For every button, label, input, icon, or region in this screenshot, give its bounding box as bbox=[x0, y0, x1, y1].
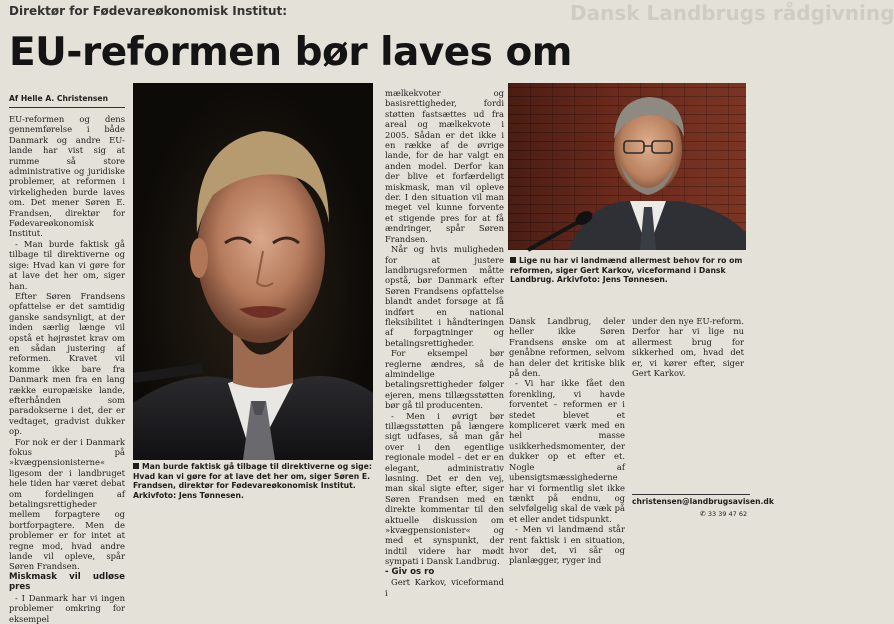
caption-text: Man burde faktisk gå tilbage til direktiverne og sige: Hvad kan vi gøre for at lave det her om, siger Søren E. Frandsen, direktør for Fødevareøkonomisk Institut. Arkivfoto: Jens Tønnesen. bbox=[133, 462, 372, 500]
paragraph: EU-reformen og dens gennemførelse i både Danmark og andre EU-lande har vist sig at rumme så store administrative og juridiske problemer, at reformen i virkeligheden burde laves om. Det mener Søren E. Frandsen, direktør for Fødevareøkonomisk Institut. bbox=[9, 114, 125, 239]
article-column-1 bbox=[9, 114, 125, 624]
paragraph: - Men vi landmænd står rent faktisk i en situation, hvor det, vi sår og planlægger, ryger ind bbox=[509, 524, 625, 566]
photo-caption-1 bbox=[133, 462, 373, 500]
paragraph: - Men i øvrigt bør tillægsstøtten på længere sigt udfases, så man går over i den egentlige regionale model – det er en elegant, administrativ løsning. Det er den vej, man skal sigte efter, siger Søren Frandsen med en direkte kommentar til den aktuelle diskussion om »kvægpensionister« og med et synspunkt, der indtil videre har mødt sympati i Dansk Landbrug. bbox=[385, 410, 504, 567]
photo-caption-2 bbox=[510, 256, 746, 285]
paragraph: under den nye EU-reform. Derfor har vi lige nu allermest brug for sikkerhed om, hvad det er, vi kører efter, siger Gert Karkov. bbox=[632, 316, 744, 379]
paragraph: mælkekvoter og basisrettigheder, fordi støtten fastsættes ud fra areal og mælkekvote i 2005. Sådan er det ikke i en række af de øvrige lande, for de har valgt en anden model. Derfor kan der blive et forfærdeligt miskmask, man vil opleve der. I den situation vil man meget vel kunne forvente et stigende pres for at få ændringer, spår Søren Frandsen. bbox=[385, 88, 504, 244]
article-kicker: Direktør for Fødevareøkonomisk Institut: bbox=[9, 4, 288, 18]
paragraph: Når og hvis muligheden for at justere landbrugsreformen måtte opstå, bør Danmark efter Søren Frandsens opfattelse blandt andet forsøge at få indført en national fleksibilitet i håndteringen af forpagtninger og betalingsrettigheder. bbox=[385, 244, 504, 348]
paragraph: For nok er der i Danmark fokus på »kvægpensionisterne« ligesom der i landbruget hele tiden har været debat om fordelingen af betalingsrettigheder mellem forpagtere og bortforpagtere. Men de problemer er for intet at regne mod, hvad andre lande vil opleve, spår Søren Frandsen. bbox=[9, 436, 125, 572]
article-byline: Af Helle A. Christensen bbox=[9, 94, 125, 108]
article-column-4 bbox=[632, 316, 744, 416]
speaker-figure bbox=[133, 83, 373, 460]
article-headline: EU-reformen bør laves om bbox=[9, 30, 572, 75]
caption-marker-icon bbox=[510, 257, 516, 263]
paragraph: For eksempel bør reglerne ændres, så de almindelige betalingsrettigheder følger ejeren, mens tillægsstøtten bør gå til producenten. bbox=[385, 348, 504, 411]
speaker-figure-2 bbox=[508, 83, 746, 250]
section-subhead: - Giv os ro bbox=[385, 566, 435, 577]
author-contact-email: christensen@landbrugsavisen.dk bbox=[632, 494, 750, 506]
caption-marker-icon bbox=[133, 463, 139, 469]
article-column-3 bbox=[509, 316, 625, 566]
phone-number: 33 39 47 62 bbox=[707, 510, 748, 518]
caption-text: Lige nu har vi landmænd allermest behov for ro om reformen, siger Gert Karkov, viceformand i Dansk Landbrug. Arkivfoto: Jens Tønnesen. bbox=[510, 256, 743, 284]
paragraph: Dansk Landbrug, deler heller ikke Søren Frandsens ønske om at genåbne reformen, selvom han deler det kritiske blik på den. bbox=[509, 316, 625, 379]
paragraph: - Man burde faktisk gå tilbage til direktiverne og sige: Hvad kan vi gøre for at lave det her om, siger han. bbox=[9, 238, 125, 291]
paragraph: - I Danmark har vi ingen problemer omkring for eksempel bbox=[9, 592, 125, 624]
section-subhead: Miskmask vil udløse pres bbox=[9, 571, 125, 593]
portrait-photo-gert-karkov bbox=[508, 83, 746, 250]
author-contact-phone bbox=[700, 510, 747, 518]
adjacent-article-heading: Dansk Landbrugs rådgivning bbox=[570, 1, 894, 25]
paragraph: - Vi har ikke fået den forenkling, vi havde forventet – reformen er i stedet blevet et kompliceret værk med en hel masse usikkerhedsmomenter, der dukker op et efter et. Nogle af ubensigtsmæssighederne har vi formentlig slet ikke tænkt på endnu, og selvfølgelig skal de væk på et eller andet tidspunkt. bbox=[509, 378, 625, 524]
article-column-2 bbox=[385, 88, 504, 598]
portrait-photo-soeren-frandsen bbox=[133, 83, 373, 460]
paragraph: Efter Søren Frandsens opfattelse er det samtidig ganske sandsynligt, at der inden særlig længe vil opstå et højrøstet krav om en sådan justering af reformen. Kravet vil komme ikke bare fra Danmark men fra en lang række europæiske lande, efterhånden som paradokserne i det, der er vedtaget, gradvist dukker op. bbox=[9, 290, 125, 437]
phone-icon: ✆ bbox=[700, 510, 706, 518]
paragraph: Gert Karkov, viceformand i bbox=[385, 577, 504, 598]
